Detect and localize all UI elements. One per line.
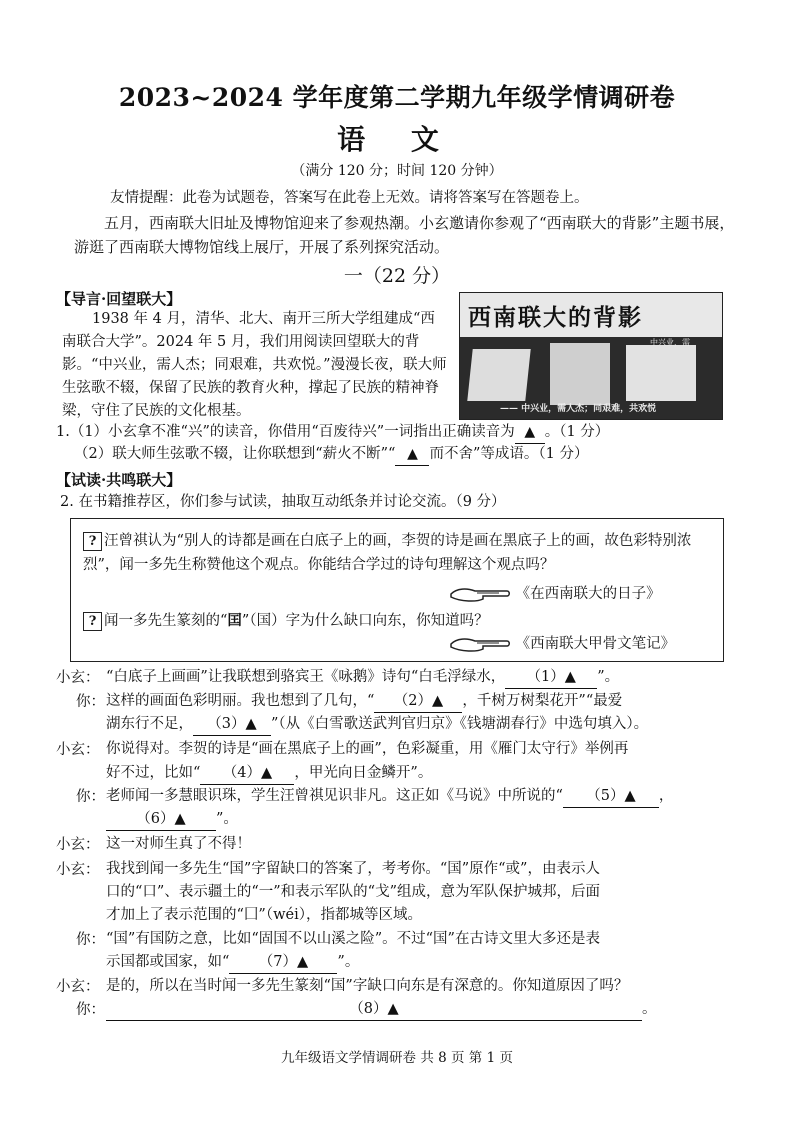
pointing-hand-icon bbox=[449, 635, 511, 653]
speaker-ni: 你： bbox=[76, 789, 105, 805]
dialogue-line: 是的，所以在当时闻一多先生篆刻“国”字缺口向东是有深意的。你知道原因了吗？ bbox=[106, 978, 629, 994]
page-footer: 九年级语文学情调研卷 共 8 页 第 1 页 bbox=[281, 1050, 513, 1066]
question-2: 2. 在书籍推荐区，你们参与试读，抽取互动纸条并讨论交流。（9 分） bbox=[60, 494, 506, 510]
dialogue-line: 才加上了表示范围的“囗”（wéi），指都城等区域。 bbox=[106, 907, 422, 923]
answer-blank-8[interactable]: （8）▲ bbox=[106, 998, 642, 1021]
question-1-2: （2）联大师生弦歌不辍，让你联想到“薪火不断”“ ▲ 而不舍”等成语。（1 分） bbox=[74, 443, 774, 466]
speaker-xiaoxuan: 小玄： bbox=[56, 670, 100, 686]
dialogue-line: 老师闻一多慧眼识珠，学生汪曾祺见识非凡。这正如《马说》中所说的“ （5）▲ ， bbox=[106, 785, 756, 808]
dialogue-line: “白底子上画画”让我联想到骆宾王《咏鹅》诗句“白毛浮绿水， （1）▲ ”。 bbox=[106, 666, 746, 689]
photo-label: 中兴业，需 bbox=[650, 338, 690, 347]
answer-blank-2[interactable]: （2）▲ bbox=[374, 690, 462, 713]
speaker-ni: 你： bbox=[76, 1002, 105, 1018]
dialogue-line: 这一对师生真了不得！ bbox=[106, 836, 251, 852]
part1-paragraph: 1938 年 4 月，清华、北大、南开三所大学组建成“西南联合大学”。2024 年 5 月，我们用阅读回望联大的背影。“中兴业，需人杰；同艰难，共欢悦。”漫漫长夜，联大师生弦歌不辍，保留了民族的教育火种，撑起了民族的精神脊梁，守住了民族的文化根基。 bbox=[62, 311, 447, 419]
seal-glyph: 囯 bbox=[227, 612, 242, 629]
dialogue-line: 我找到闻一多先生“国”字留缺口的答案了，考考你。“国”原作“或”，由表示人 bbox=[106, 861, 600, 877]
dialogue-line: 好不过，比如“ （4）▲ ，甲光向日金鳞开”。 bbox=[106, 762, 746, 785]
dialogue-line: （8）▲ 。 bbox=[106, 998, 746, 1021]
answer-blank[interactable]: ▲ bbox=[395, 443, 429, 466]
speaker-ni: 你： bbox=[76, 932, 105, 948]
section-heading: 一（22 分） bbox=[343, 265, 451, 287]
speaker-xiaoxuan: 小玄： bbox=[56, 742, 100, 758]
question-mark-icon: ? bbox=[83, 532, 102, 551]
answer-blank[interactable]: ▲ bbox=[515, 421, 545, 444]
speaker-xiaoxuan: 小玄： bbox=[56, 837, 100, 853]
interaction-card-box bbox=[70, 518, 724, 662]
intro-paragraph: 五月，西南联大旧址及博物馆迎来了参观热潮。小玄邀请你参观了“西南联大的背影”主题书展，游逛了西南联大博物馆线上展厅，开展了系列探究活动。 bbox=[74, 214, 735, 256]
card-1: ? 汪曾祺认为“别人的诗都是画在白底子上的画，李贺的诗是画在黑底子上的画，故色彩特别浓烈”，闻一多先生称赞他这个观点。你能结合学过的诗句理解这个观点吗？ bbox=[83, 533, 692, 573]
answer-blank-6[interactable]: （6）▲ bbox=[106, 808, 216, 831]
dialogue-line: 口的“口”、表示疆土的“一”和表示军队的“戈”组成，意为军队保护城邦，后面 bbox=[106, 884, 600, 900]
book-exhibit-photo bbox=[459, 292, 723, 420]
dialogue-line: “国”有国防之意，比如“固国不以山溪之险”。不过“国”在古诗文里大多还是表 bbox=[106, 931, 600, 947]
answer-blank-7[interactable]: （7）▲ bbox=[229, 951, 337, 974]
notice: 友情提醒：此卷为试题卷，答案写在此卷上无效。请将答案写在答题卷上。 bbox=[110, 190, 589, 206]
question-mark-icon: ? bbox=[83, 612, 102, 631]
answer-blank-1[interactable]: （1）▲ bbox=[505, 666, 597, 689]
part1-tag: 【导言·回望联大】 bbox=[56, 290, 182, 308]
dialogue-line: 示国都或国家，如“ （7）▲ ”。 bbox=[106, 951, 746, 974]
photo-caption: —— 中兴业，需人杰；同艰难，共欢悦 bbox=[500, 404, 657, 414]
dialogue-line: （6）▲ ”。 bbox=[106, 808, 746, 831]
score-time: （满分 120 分；时间 120 分钟） bbox=[291, 163, 503, 179]
part2-tag: 【试读·共鸣联大】 bbox=[56, 471, 182, 489]
answer-blank-5[interactable]: （5）▲ bbox=[563, 785, 659, 808]
photo-title: 西南联大的背影 bbox=[468, 304, 643, 331]
answer-blank-3[interactable]: （3）▲ bbox=[193, 713, 271, 736]
dialogue-line: 湖东行不足， （3）▲ ”（从《白雪歌送武判官归京》《钱塘湖春行》中选句填入）。 bbox=[106, 713, 746, 736]
speaker-xiaoxuan: 小玄： bbox=[56, 862, 100, 878]
speaker-xiaoxuan: 小玄： bbox=[56, 979, 100, 995]
question-1-1: 1.（1）小玄拿不准“兴”的读音，你借用“百废待兴”一词指出正确读音为 ▲ 。（1 分） bbox=[56, 421, 756, 444]
card-2: ? 闻一多先生篆刻的“囯”（国）字为什么缺口向东，你知道吗？ bbox=[83, 609, 711, 633]
speaker-ni: 你： bbox=[76, 694, 105, 710]
card-2-source: 《西南联大甲骨文笔记》 bbox=[449, 633, 675, 656]
answer-blank-4[interactable]: （4）▲ bbox=[200, 762, 294, 785]
dialogue-line: 这样的画面色彩明丽。我也想到了几句，“ （2）▲ ，千树万树梨花开”“最爱 bbox=[106, 690, 746, 713]
pointing-hand-icon bbox=[449, 585, 511, 603]
card-1-source: 《在西南联大的日子》 bbox=[449, 583, 661, 606]
exam-title: 2023~2024 学年度第二学期九年级学情调研卷 bbox=[118, 83, 676, 112]
subject-title: 语 文 bbox=[337, 123, 457, 156]
dialogue-line: 你说得对。李贺的诗是“画在黑底子上的画”，色彩凝重，用《雁门太守行》举例再 bbox=[106, 741, 629, 757]
